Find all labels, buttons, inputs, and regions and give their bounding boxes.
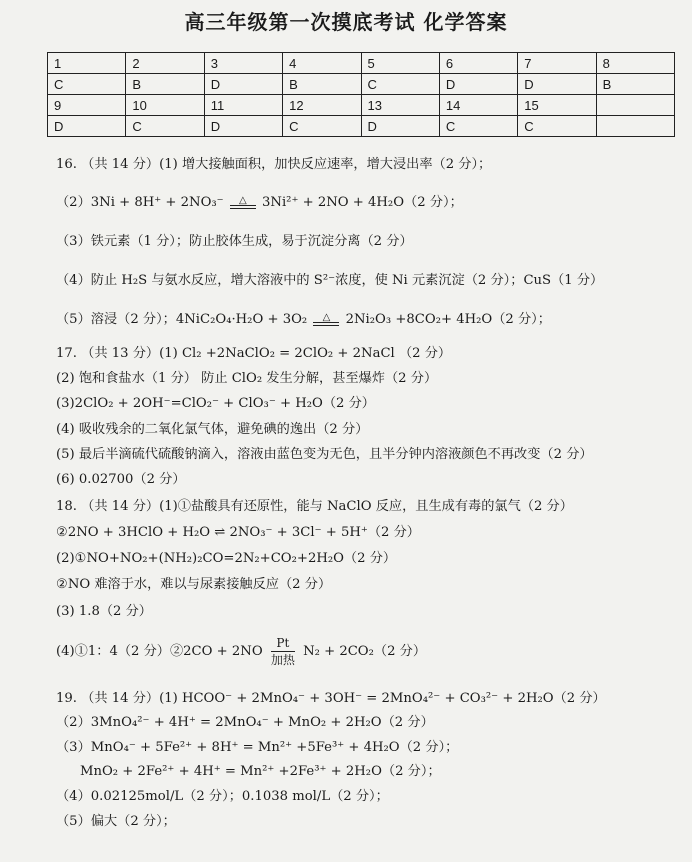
q18-part2b: ②NO 难溶于水，难以与尿素接触反应（2 分） <box>56 577 332 592</box>
answer-cell: D <box>204 74 282 95</box>
answer-row <box>48 74 675 95</box>
answer-cell: B <box>126 74 204 95</box>
q16-part2 <box>56 194 463 212</box>
heat-symbol: △ <box>322 312 331 323</box>
q16-part2-lhs-b: ⁺ + 2NO₃⁻ <box>154 195 228 210</box>
page-title: 高三年级第一次摸底考试 化学答案 <box>184 10 508 34</box>
q18-part1b: ②2NO + 3HClO + H₂O ⇌ 2NO₃⁻ + 3Cl⁻ + 5H⁺（2 分） <box>56 525 420 540</box>
heat-condition-arrow <box>313 313 339 326</box>
question-number-cell: 9 <box>48 95 126 116</box>
answer-cell: C <box>439 116 517 137</box>
answer-cell: C <box>518 116 596 137</box>
q17-part6: (6) 0.02700（2 分） <box>56 472 186 487</box>
q17-part1: 17. （共 13 分）(1) Cl₂ +2NaClO₂ = 2ClO₂ + 2NaCl （2 分） <box>56 346 452 361</box>
q19-part3a: （3）MnO₄⁻ + 5Fe²⁺ + 8H⁺ = Mn²⁺ +5Fe³⁺ + 4H₂O（2 分）； <box>56 740 459 755</box>
catalyst-label: Pt <box>271 635 295 652</box>
q16-part5 <box>56 311 551 329</box>
answer-cell: D <box>204 116 282 137</box>
q19-part1: 19. （共 14 分）(1) HCOO⁻ + 2MnO₄⁻ + 3OH⁻ = 2MnO₄²⁻ + CO₃²⁻ + 2H₂O（2 分） <box>56 691 606 706</box>
q19-part5: （5）偏大（2 分）； <box>56 814 176 829</box>
q16-part1: 16. （共 14 分）(1) 增大接触面积，加快反应速率，增大浸出率（2 分）； <box>56 157 492 172</box>
answer-cell: C <box>126 116 204 137</box>
answer-row <box>48 116 675 137</box>
q18-part1: 18. （共 14 分）(1)①盐酸具有还原性，能与 NaClO 反应，且生成有毒的氯气（2 分） <box>56 499 573 514</box>
question-number-cell: 8 <box>596 53 674 74</box>
q16-part3: （3）铁元素（1 分）；防止胶体生成，易于沉淀分离（2 分） <box>56 234 413 249</box>
q19-part2: （2）3MnO₄²⁻ + 4H⁺ = 2MnO₄⁻ + MnO₂ + 2H₂O（2 分） <box>56 715 434 730</box>
q17-part3: (3)2ClO₂ + 2OH⁻=ClO₂⁻ + ClO₃⁻ + H₂O（2 分） <box>56 396 375 411</box>
question-number-row <box>48 53 675 74</box>
q19-part3b: MnO₂ + 2Fe²⁺ + 4H⁺ = Mn²⁺ +2Fe³⁺ + 2H₂O（2 分）； <box>80 764 441 779</box>
q18-part3: (3) 1.8（2 分） <box>56 604 152 619</box>
q17-part5: (5) 最后半滴硫代硫酸钠滴入，溶液由蓝色变为无色，且半分钟内溶液颜色不再改变（2 分） <box>56 447 593 462</box>
q16-part5-rhs: 2Ni₂O₃ +8CO₂+ 4H₂O（2 分）； <box>345 312 551 327</box>
q17-part2: (2) 饱和食盐水（1 分） 防止 ClO₂ 发生分解，甚至爆炸（2 分） <box>56 371 438 386</box>
question-number-cell: 3 <box>204 53 282 74</box>
q17-part4: (4) 吸收残余的二氧化氯气体，避免碘的逸出（2 分） <box>56 422 369 437</box>
q16-part5-lhs: （5）溶浸（2 分）；4NiC₂O₄·H₂O + 3O₂ <box>56 312 308 327</box>
question-number-cell: 13 <box>361 95 439 116</box>
q16-part4: （4）防止 H₂S 与氨水反应，增大溶液中的 S²⁻浓度，使 Ni 元素沉淀（2 分）；CuS（1 分） <box>56 273 604 288</box>
catalyst-condition <box>271 635 295 668</box>
answer-cell: D <box>361 116 439 137</box>
answer-cell: B <box>596 74 674 95</box>
question-number-cell: 4 <box>283 53 361 74</box>
answer-cell: C <box>361 74 439 95</box>
question-number-cell: 6 <box>439 53 517 74</box>
question-number-cell: 5 <box>361 53 439 74</box>
question-number-cell: 14 <box>439 95 517 116</box>
question-number-cell: 10 <box>126 95 204 116</box>
question-number-row <box>48 95 675 116</box>
q18-part4-lhs: (4)①1：4（2 分）②2CO + 2NO <box>56 644 263 659</box>
question-number-cell: 2 <box>126 53 204 74</box>
answer-cell: C <box>48 74 126 95</box>
answer-cell: D <box>439 74 517 95</box>
heat-condition-arrow <box>230 196 256 209</box>
q16-part2-lhs: （2）3Ni + 8H <box>56 195 155 210</box>
answer-cell: D <box>518 74 596 95</box>
q18-part4-rhs: N₂ + 2CO₂（2 分） <box>303 644 427 659</box>
q19-part4: （4）0.02125mol/L（2 分）；0.1038 mol/L（2 分）； <box>56 789 389 804</box>
q18-part2a: (2)①NO+NO₂+(NH₂)₂CO=2N₂+CO₂+2H₂O（2 分） <box>56 551 397 566</box>
answer-cell <box>596 116 674 137</box>
question-number-cell: 15 <box>518 95 596 116</box>
question-number-cell: 7 <box>518 53 596 74</box>
question-number-cell: 12 <box>283 95 361 116</box>
answer-cell: C <box>283 116 361 137</box>
question-number-cell: 11 <box>204 95 282 116</box>
heat-symbol: △ <box>238 195 247 206</box>
answer-table <box>47 52 675 137</box>
question-number-cell <box>596 95 674 116</box>
answer-cell: B <box>283 74 361 95</box>
heating-label: 加热 <box>270 653 295 667</box>
answer-cell: D <box>48 116 126 137</box>
q16-part2-rhs: 3Ni²⁺ + 2NO + 4H₂O（2 分）； <box>262 195 463 210</box>
q18-part4 <box>56 634 426 670</box>
question-number-cell: 1 <box>48 53 126 74</box>
